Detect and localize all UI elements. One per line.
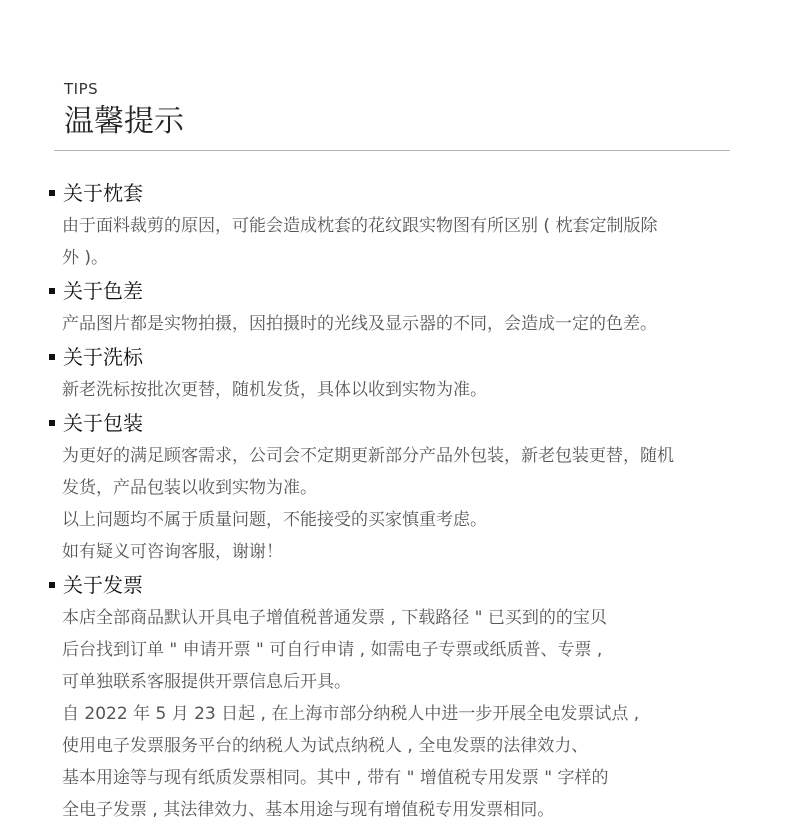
bullet-icon <box>49 288 55 294</box>
divider <box>54 150 730 151</box>
header <box>64 80 184 140</box>
section-line: 全电子发票 , 其法律效力、基本用途与现有增值税专用发票相同。 <box>62 800 555 820</box>
bullet-icon <box>49 190 55 196</box>
section-title: 关于发票 <box>63 573 143 597</box>
section-line: 为更好的满足顾客需求，公司会不定期更新部分产品外包装，新老包装更替，随机 <box>62 446 674 466</box>
section-title: 关于洗标 <box>63 345 143 369</box>
section-pillowcase <box>46 176 746 274</box>
section-line: 由于面料裁剪的原因，可能会造成枕套的花纹跟实物图有所区别 ( 枕套定制版除 <box>62 216 658 236</box>
section-title: 关于包装 <box>63 411 143 435</box>
section-line: 发货，产品包装以收到实物为准。 <box>62 478 317 498</box>
section-header <box>46 568 746 602</box>
section-title: 关于色差 <box>63 279 143 303</box>
section-line: 新老洗标按批次更替，随机发货，具体以收到实物为准。 <box>62 380 487 400</box>
section-title: 关于枕套 <box>63 181 143 205</box>
section-line: 可单独联系客服提供开票信息后开具。 <box>62 672 351 692</box>
section-line: 自 2022 年 5 月 23 日起 , 在上海市部分纳税人中进一步开展全电发票试点 , <box>62 704 640 724</box>
section-header <box>46 176 746 210</box>
section-packaging <box>46 406 746 568</box>
bullet-icon <box>49 420 55 426</box>
notice-content <box>46 176 746 826</box>
section-header <box>46 406 746 440</box>
bullet-icon <box>49 354 55 360</box>
section-line: 如有疑义可咨询客服，谢谢！ <box>62 542 283 562</box>
section-line: 以上问题均不属于质量问题，不能接受的买家慎重考虑。 <box>62 510 487 530</box>
section-line: 使用电子发票服务平台的纳税人为试点纳税人 , 全电发票的法律效力、 <box>62 736 589 756</box>
section-line: 外 )。 <box>62 248 109 268</box>
tips-label: TIPS <box>64 80 99 98</box>
section-line: 基本用途等与现有纸质发票相同。其中 , 带有 " 增值税专用发票 " 字样的 <box>62 768 609 788</box>
section-wash-label <box>46 340 746 406</box>
section-header <box>46 274 746 308</box>
section-line: 后台找到订单 " 申请开票 " 可自行申请 , 如需电子专票或纸质普、专票 , <box>62 640 603 660</box>
section-line: 本店全部商品默认开具电子增值税普通发票 , 下载路径 " 已买到的的宝贝 <box>62 608 607 628</box>
section-invoice <box>46 568 746 826</box>
bullet-icon <box>49 582 55 588</box>
page-title: 温馨提示 <box>64 104 184 139</box>
section-color-difference <box>46 274 746 340</box>
section-header <box>46 340 746 374</box>
section-line: 产品图片都是实物拍摄，因拍摄时的光线及显示器的不同，会造成一定的色差。 <box>62 314 657 334</box>
